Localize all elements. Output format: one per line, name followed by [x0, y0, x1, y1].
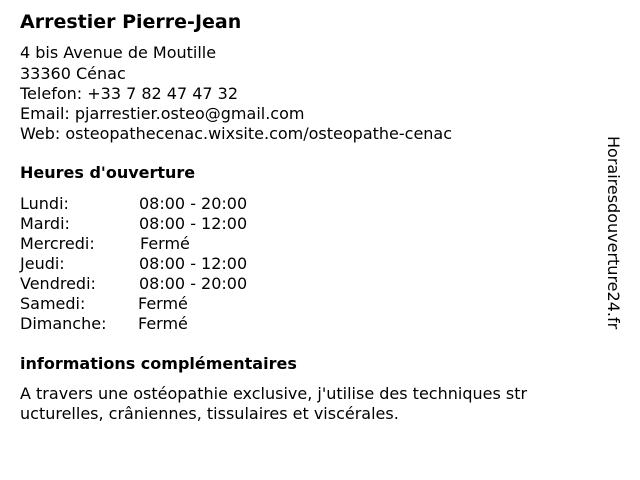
opening-hours-heading: Heures d'ouverture [20, 163, 196, 182]
email-address: Email: pjarrestier.osteo@gmail.com [20, 104, 305, 123]
business-name: Arrestier Pierre-Jean [20, 11, 242, 33]
website-url: Web: osteopathecenac.wixsite.com/osteopathe-cenac [20, 124, 453, 143]
day-hours: Fermé [138, 294, 188, 313]
day-hours: 08:00 - 12:00 [139, 254, 248, 273]
day-hours: Fermé [140, 234, 190, 253]
day-label: Jeudi: [20, 254, 65, 273]
additional-info-heading: informations complémentaires [20, 354, 297, 373]
day-label: Mercredi: [20, 234, 95, 253]
day-label: Vendredi: [20, 274, 96, 293]
address-street: 4 bis Avenue de Moutille [20, 43, 217, 62]
phone-number: Telefon: +33 7 82 47 47 32 [20, 84, 239, 103]
additional-info-text-line1: A travers une ostéopathie exclusive, j'utilise des techniques str [20, 384, 528, 403]
day-label: Mardi: [20, 214, 70, 233]
day-hours: 08:00 - 12:00 [139, 214, 248, 233]
day-hours: Fermé [138, 314, 188, 333]
day-label: Samedi: [20, 294, 86, 313]
day-hours: 08:00 - 20:00 [139, 194, 248, 213]
day-label: Dimanche: [20, 314, 107, 333]
day-label: Lundi: [20, 194, 69, 213]
site-watermark: Horairesdouverture24.fr [604, 136, 623, 330]
address-city: 33360 Cénac [20, 64, 126, 83]
day-hours: 08:00 - 20:00 [139, 274, 248, 293]
additional-info-text-line2: ucturelles, crâniennes, tissulaires et viscérales. [20, 404, 399, 423]
